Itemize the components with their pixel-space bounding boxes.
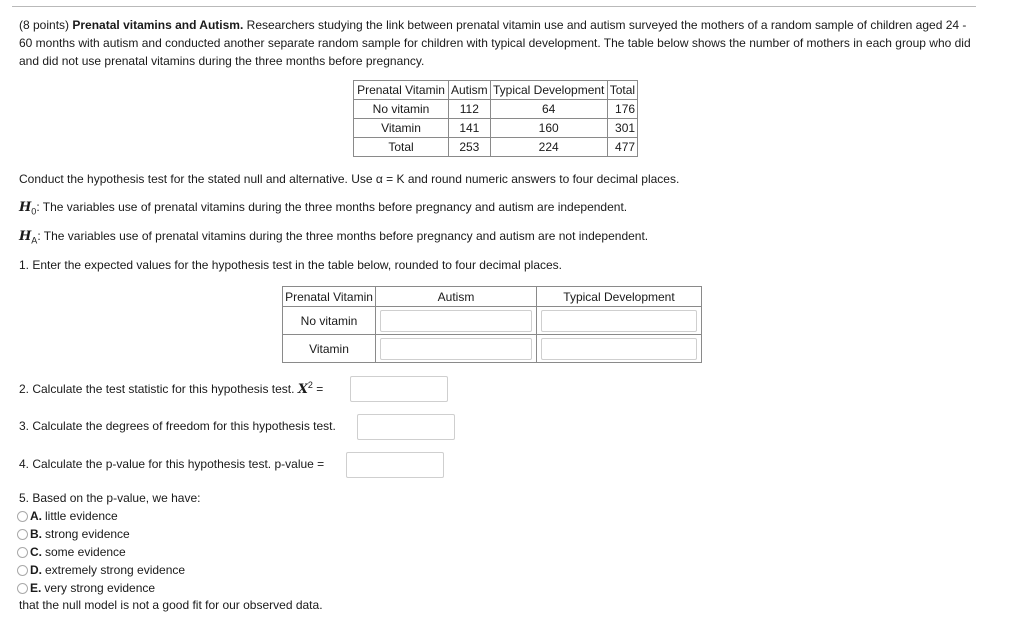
test-statistic-input[interactable] bbox=[350, 376, 448, 402]
table-row bbox=[354, 138, 638, 157]
radio-button[interactable] bbox=[17, 511, 28, 522]
option-e[interactable] bbox=[17, 579, 155, 597]
option-b[interactable] bbox=[17, 525, 130, 543]
table-cell: 176 bbox=[607, 100, 637, 119]
table-cell: 477 bbox=[607, 138, 637, 157]
problem-title: Prenatal vitamins and Autism. bbox=[72, 18, 244, 32]
question-4: 4. Calculate the p-value for this hypothesis test. p-value = bbox=[19, 457, 325, 471]
observed-header: Prenatal Vitamin bbox=[354, 81, 449, 100]
table-cell: 160 bbox=[490, 119, 607, 138]
observed-header: Autism bbox=[449, 81, 491, 100]
option-letter: B. bbox=[30, 527, 42, 541]
option-text: strong evidence bbox=[45, 527, 130, 541]
degrees-of-freedom-input[interactable] bbox=[357, 414, 455, 440]
table-cell: 141 bbox=[449, 119, 491, 138]
option-letter: E. bbox=[30, 581, 42, 595]
question-2 bbox=[19, 380, 323, 397]
expected-no-vitamin-typical-input[interactable] bbox=[541, 310, 697, 332]
expected-header: Typical Development bbox=[537, 287, 702, 307]
row-label: Vitamin bbox=[283, 335, 376, 363]
intro-text: Researchers studying the link between prenatal vitamin use and autism surveyed the mothers of a random sample of children aged 24 - 60 months with autism and conducted another separate random sample for children with typical development. The table below shows the number of mothers in each group who did and did not use prenatal vitamins during the three months before pregnancy. bbox=[19, 18, 971, 68]
observed-header-row bbox=[354, 81, 638, 100]
expected-header-row bbox=[283, 287, 702, 307]
table-cell: 224 bbox=[490, 138, 607, 157]
table-cell: Vitamin bbox=[354, 119, 449, 138]
table-row bbox=[283, 335, 702, 363]
option-text: some evidence bbox=[45, 545, 126, 559]
question-3: 3. Calculate the degrees of freedom for this hypothesis test. bbox=[19, 419, 336, 433]
radio-button[interactable] bbox=[17, 547, 28, 558]
question-1: 1. Enter the expected values for the hypothesis test in the table below, rounded to four decimal places. bbox=[19, 258, 562, 272]
option-a[interactable] bbox=[17, 507, 118, 525]
option-letter: A. bbox=[30, 509, 42, 523]
option-text: very strong evidence bbox=[44, 581, 156, 595]
points-label: (8 points) bbox=[19, 18, 70, 32]
radio-button[interactable] bbox=[17, 565, 28, 576]
expected-header: Autism bbox=[376, 287, 537, 307]
table-cell: 112 bbox=[449, 100, 491, 119]
null-hypothesis bbox=[19, 200, 627, 216]
table-cell: Total bbox=[354, 138, 449, 157]
table-row bbox=[354, 100, 638, 119]
h0-text: : The variables use of prenatal vitamins during the three months before pregnancy and autism are independent. bbox=[36, 200, 628, 214]
alternative-hypothesis bbox=[19, 229, 648, 245]
table-row bbox=[283, 307, 702, 335]
expected-no-vitamin-autism-input[interactable] bbox=[380, 310, 532, 332]
expected-header: Prenatal Vitamin bbox=[283, 287, 376, 307]
table-cell: 64 bbox=[490, 100, 607, 119]
cell-wrapper bbox=[537, 307, 702, 335]
chi-square-exponent: 2 bbox=[307, 380, 313, 390]
option-letter: D. bbox=[30, 563, 42, 577]
top-divider bbox=[12, 6, 976, 7]
cell-wrapper bbox=[376, 307, 537, 335]
option-text: extremely strong evidence bbox=[45, 563, 186, 577]
question-5: 5. Based on the p-value, we have: bbox=[19, 491, 201, 505]
p-value-input[interactable] bbox=[346, 452, 444, 478]
option-d[interactable] bbox=[17, 561, 185, 579]
option-text: little evidence bbox=[45, 509, 118, 523]
cell-wrapper bbox=[537, 335, 702, 363]
h0-subscript: 0 bbox=[31, 206, 37, 217]
h0-symbol: H bbox=[19, 200, 32, 215]
q2-equals: = bbox=[316, 382, 324, 396]
table-row bbox=[354, 119, 638, 138]
chi-square-symbol: X bbox=[297, 382, 308, 397]
question-5-tail: that the null model is not a good fit for our observed data. bbox=[19, 598, 323, 612]
table-cell: 253 bbox=[449, 138, 491, 157]
ha-symbol: H bbox=[19, 229, 32, 244]
problem-intro bbox=[19, 16, 979, 70]
expected-vitamin-typical-input[interactable] bbox=[541, 338, 697, 360]
cell-wrapper bbox=[376, 335, 537, 363]
observed-header: Typical Development bbox=[490, 81, 607, 100]
ha-subscript: A bbox=[31, 235, 38, 246]
expected-vitamin-autism-input[interactable] bbox=[380, 338, 532, 360]
table-cell: No vitamin bbox=[354, 100, 449, 119]
observed-header: Total bbox=[607, 81, 637, 100]
ha-text: : The variables use of prenatal vitamins during the three months before pregnancy and autism are not independent. bbox=[37, 229, 649, 243]
instruction-text: Conduct the hypothesis test for the stated null and alternative. Use α = K and round numeric answers to four decimal places. bbox=[19, 172, 680, 186]
radio-button[interactable] bbox=[17, 583, 28, 594]
option-c[interactable] bbox=[17, 543, 126, 561]
option-letter: C. bbox=[30, 545, 42, 559]
expected-table bbox=[282, 286, 702, 363]
observed-table bbox=[353, 80, 638, 157]
q2-text: 2. Calculate the test statistic for this hypothesis test. bbox=[19, 382, 295, 396]
radio-button[interactable] bbox=[17, 529, 28, 540]
row-label: No vitamin bbox=[283, 307, 376, 335]
table-cell: 301 bbox=[607, 119, 637, 138]
